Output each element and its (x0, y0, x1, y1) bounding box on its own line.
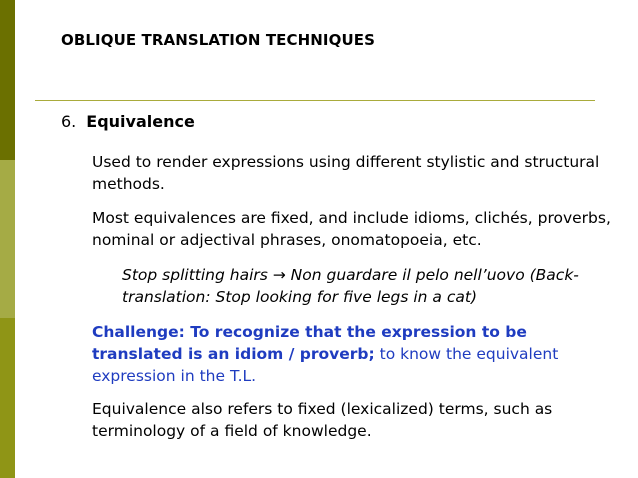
accent-bar-top (0, 0, 15, 160)
slide-title: OBLIQUE TRANSLATION TECHNIQUES (61, 31, 375, 49)
challenge-rest-text: to know the equivalent expression in the T.L. (92, 345, 559, 385)
fixed-equivalences-paragraph: Most equivalences are fixed, and include idioms, clichés, proverbs, nominal or adjectival phrases, onomatopoeia, etc. (92, 209, 611, 249)
section-heading (61, 112, 195, 131)
accent-bar-middle (0, 160, 15, 318)
section-title: Equivalence (86, 112, 195, 131)
challenge-paragraph (92, 321, 612, 387)
title-divider (35, 100, 595, 101)
idiom-example: Stop splitting hairs → Non guardare il pelo nell’uovo (Back-translation: Stop looking for five legs in a cat) (122, 266, 579, 306)
accent-bar-bottom (0, 318, 15, 478)
section-number: 6. (61, 112, 77, 131)
lexicalized-terms-paragraph: Equivalence also refers to fixed (lexicalized) terms, such as terminology of a field of knowledge. (92, 400, 553, 440)
challenge-bold-text: Challenge: To recognize that the expression to be translated is an idiom / proverb; (92, 323, 527, 363)
definition-paragraph: Used to render expressions using different stylistic and structural methods. (92, 153, 600, 193)
